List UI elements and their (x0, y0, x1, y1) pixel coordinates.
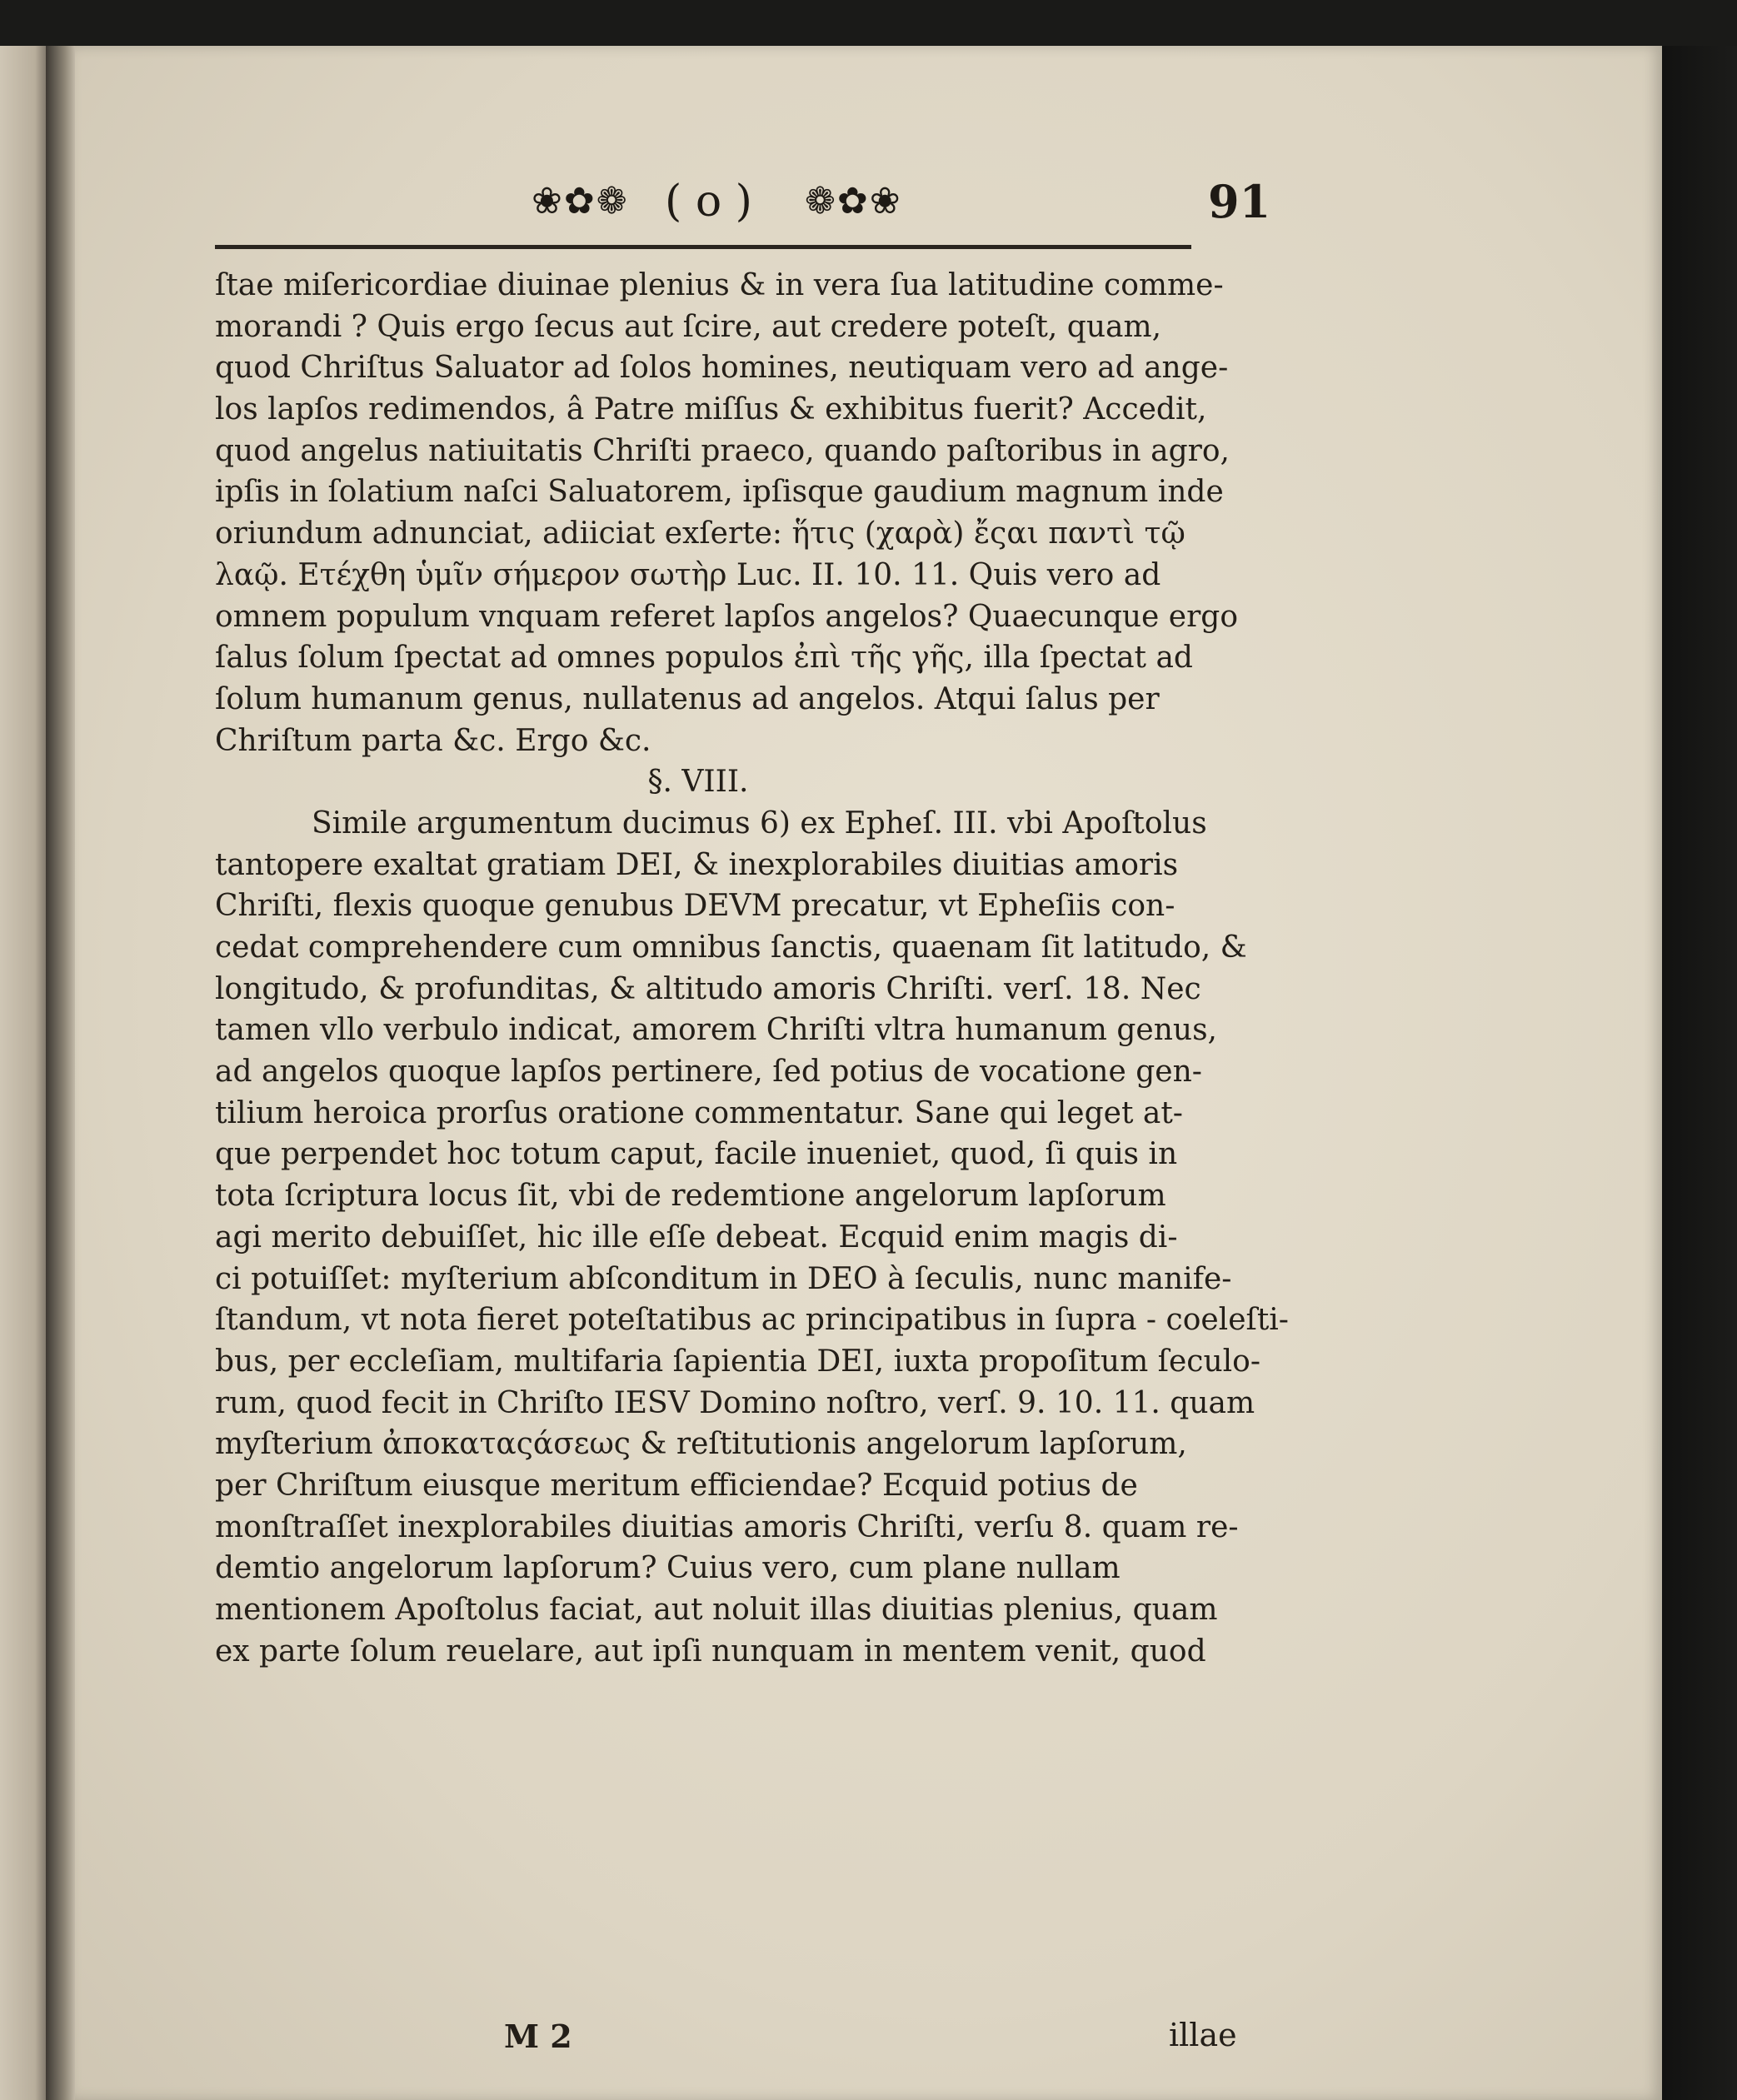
printer-signature: M 2 (504, 2018, 572, 2055)
text-line: demtio angelorum lapſorum? Cuius vero, cum plane nullam (215, 1551, 1121, 1586)
text-line: morandi ? Quis ergo ſecus aut ſcire, aut credere poteſt, quam, (215, 309, 1162, 344)
text-line: omnem populum vnquam referet lapſos angelos? Quaecunque ergo (215, 599, 1239, 634)
text-line: ci potuiſſet: myſterium abſconditum in DEO à ſeculis, nunc manife- (215, 1261, 1232, 1296)
header-ornament-left-icon: ❀✿❁ (532, 180, 629, 222)
header-ornament-right-icon: ❁✿❀ (805, 180, 902, 222)
text-line: tilium heroica prorſus oratione commentatur. Sane qui leget at- (215, 1095, 1183, 1130)
text-line: que perpendet hoc totum caput, facile inueniet, quod, ſi quis in (215, 1137, 1178, 1172)
page-number: 91 (1208, 175, 1271, 228)
body-text (215, 265, 1289, 1672)
text-line: ſtandum, vt nota fieret poteſtatibus ac principatibus in ſupra - coeleſti- (215, 1303, 1289, 1338)
text-line: longitudo, & profunditas, & altitudo amoris Chriſti. verſ. 18. Nec (215, 971, 1201, 1006)
text-line: tota ſcriptura locus ſit, vbi de redemtione angelorum lapſorum (215, 1179, 1166, 1214)
book-gutter (46, 46, 79, 2100)
section-heading: §. VIII. (647, 765, 749, 800)
header-signature-marker: ( o ) (665, 177, 752, 227)
text-line: tamen vllo verbulo indicat, amorem Chriſti vltra humanum genus, (215, 1013, 1217, 1048)
running-header (215, 173, 1271, 232)
text-line: myſterium ἀποκαταςάσεως & reſtitutionis angelorum lapſorum, (215, 1427, 1187, 1462)
text-line: Chriſtum parta &c. Ergo &c. (215, 723, 651, 758)
left-page-edge (0, 46, 50, 2100)
text-line: bus, per eccleſiam, multifaria ſapientia DEI, iuxta propoſitum ſeculo- (215, 1344, 1260, 1379)
text-line: mentionem Apoſtolus faciat, aut noluit illas diuitias plenius, quam (215, 1593, 1218, 1627)
text-line: agi merito debuiſſet, hic ille eſſe debeat. Ecquid enim magis di- (215, 1220, 1178, 1255)
text-line: ad angelos quoque lapſos pertinere, ſed potius de vocatione gen- (215, 1055, 1202, 1090)
text-line: ipſis in ſolatium naſci Saluatorem, ipſisque gaudium magnum inde (215, 475, 1224, 510)
text-line: monſtraſſet inexplorabiles diuitias amoris Chriſti, verſu 8. quam re- (215, 1509, 1239, 1544)
text-line: rum, quod fecit in Chriſto IESV Domino noſtro, verſ. 9. 10. 11. quam (215, 1385, 1255, 1420)
text-line: Simile argumentum ducimus 6) ex Epheſ. III. vbi Apoſtolus (312, 806, 1207, 840)
text-line: ſalus ſolum ſpectat ad omnes populos ἐπὶ τῆς γῆς, illa ſpectat ad (215, 641, 1193, 676)
scan-background-edge (1662, 46, 1737, 2100)
text-line: cedat comprehendere cum omnibus ſanctis, quaenam ſit latitudo, & (215, 930, 1247, 965)
text-line: oriundum adnunciat, adiiciat exſerte: ἥτις (χαρὰ) ἔςαι παντὶ τῷ (215, 516, 1185, 551)
text-line: quod Chriſtus Saluator ad ſolos homines, neutiquam vero ad ange- (215, 351, 1229, 386)
text-line: tantopere exaltat gratiam DEI, & inexplorabiles diuitias amoris (215, 847, 1179, 882)
text-line: λαῷ. Ετέχθη ὑμῖν σήμερον σωτὴρ Luc. II. 10. 11. Quis vero ad (215, 557, 1161, 592)
text-line: ſolum humanum genus, nullatenus ad angelos. Atqui ſalus per (215, 681, 1160, 716)
text-line: los lapſos redimendos, â Patre miſſus & exhibitus fuerit? Accedit, (215, 392, 1207, 427)
text-line: ex parte ſolum reuelare, aut ipſi nunquam in mentem venit, quod (215, 1634, 1206, 1669)
catchword: illae (1169, 2017, 1237, 2053)
text-line: quod angelus natiuitatis Chriſti praeco, quando paſtoribus in agro, (215, 433, 1230, 468)
text-line: per Chriſtum eiusque meritum efficiendae? Ecquid potius de (215, 1468, 1138, 1503)
text-line: Chriſti, flexis quoque genubus DEVM precatur, vt Epheſiis con- (215, 889, 1175, 924)
header-rule (215, 245, 1191, 249)
text-line: ſtae miſericordiae diuinae plenius & in vera ſua latitudine comme- (215, 268, 1224, 302)
